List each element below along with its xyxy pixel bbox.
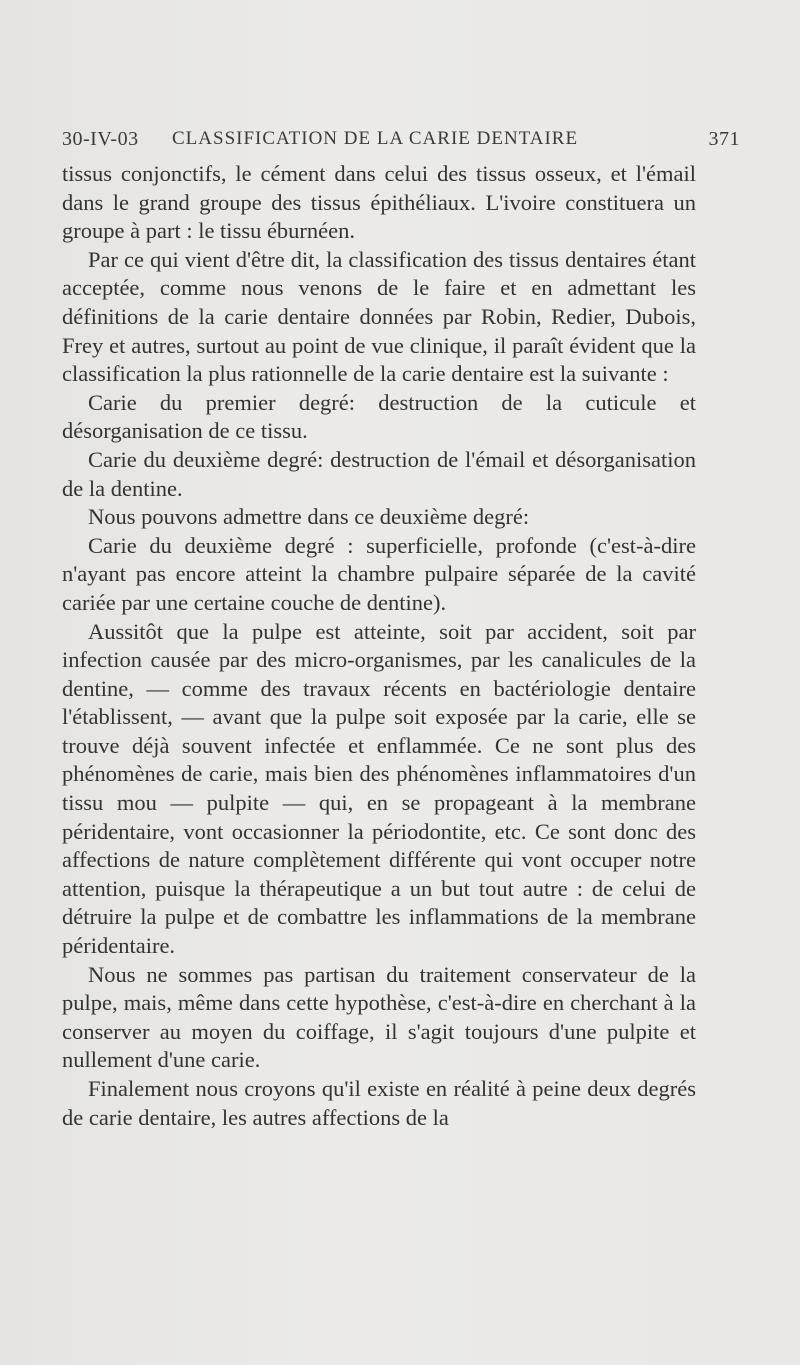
paragraph: Nous ne sommes pas partisan du traitement conservateur de la pulpe, mais, même dans cette hypothèse, c'est-à-dire en cherchant à la conserver au moyen du coiffage, il s'agit toujours d'une pulpite et nullement d'une carie. xyxy=(62,961,696,1073)
running-header xyxy=(62,128,740,158)
paragraph: Carie du deuxième degré : superficielle, profonde (c'est-à-dire n'ayant pas encore atteint la chambre pulpaire séparée de la cavité cariée par une certaine couche de dentine). xyxy=(62,532,696,615)
paragraph: Nous pouvons admettre dans ce deuxième degré: xyxy=(88,504,530,530)
page-body xyxy=(62,160,696,1132)
paragraph: Carie du deuxième degré: destruction de l'émail et désorganisation de la dentine. xyxy=(62,446,696,501)
paragraph: Carie du premier degré: destruction de la cuticule et désorganisation de ce tissu. xyxy=(62,389,696,444)
header-title: CLASSIFICATION DE LA CARIE DENTAIRE xyxy=(172,128,579,149)
paragraph: Finalement nous croyons qu'il existe en réalité à peine deux degrés de carie dentaire, les autres affections de la xyxy=(62,1076,696,1130)
page-number: 371 xyxy=(708,128,740,150)
paragraph: Aussitôt que la pulpe est atteinte, soit par accident, soit par infection causée par des micro-organismes, par les canalicules de la dentine, — comme des travaux récents en bactériologie dentaire l'établissent, — avant que la pulpe soit exposée par la carie, elle se trouve déjà souvent infectée et enflammée. Ce ne sont plus des phénomènes de carie, mais bien des phénomènes inflammatoires d'un tissu mou — pulpite — qui, en se propageant à la membrane péridentaire, vont occasionner la périodontite, etc. Ce sont donc des affections de nature complètement différente qui vont occuper notre attention, puisque la thérapeutique a un but tout autre : de celui de détruire la pulpe et de combattre les inflammations de la membrane péridentaire. xyxy=(62,618,696,959)
paragraph: Par ce qui vient d'être dit, la classification des tissus dentaires étant acceptée, comme nous venons de le faire et en admettant les définitions de la carie dentaire données par Robin, Redier, Dubois, Frey et autres, surtout au point de vue clinique, il paraît évident que la classification la plus rationnelle de la carie dentaire est la suivante : xyxy=(62,246,696,387)
paragraph: tissus conjonctifs, le cément dans celui des tissus osseux, et l'émail dans le grand groupe des tissus épithéliaux. L'ivoire constituera un groupe à part : le tissu éburnéen. xyxy=(62,161,696,244)
header-date: 30-IV-03 xyxy=(62,128,139,150)
